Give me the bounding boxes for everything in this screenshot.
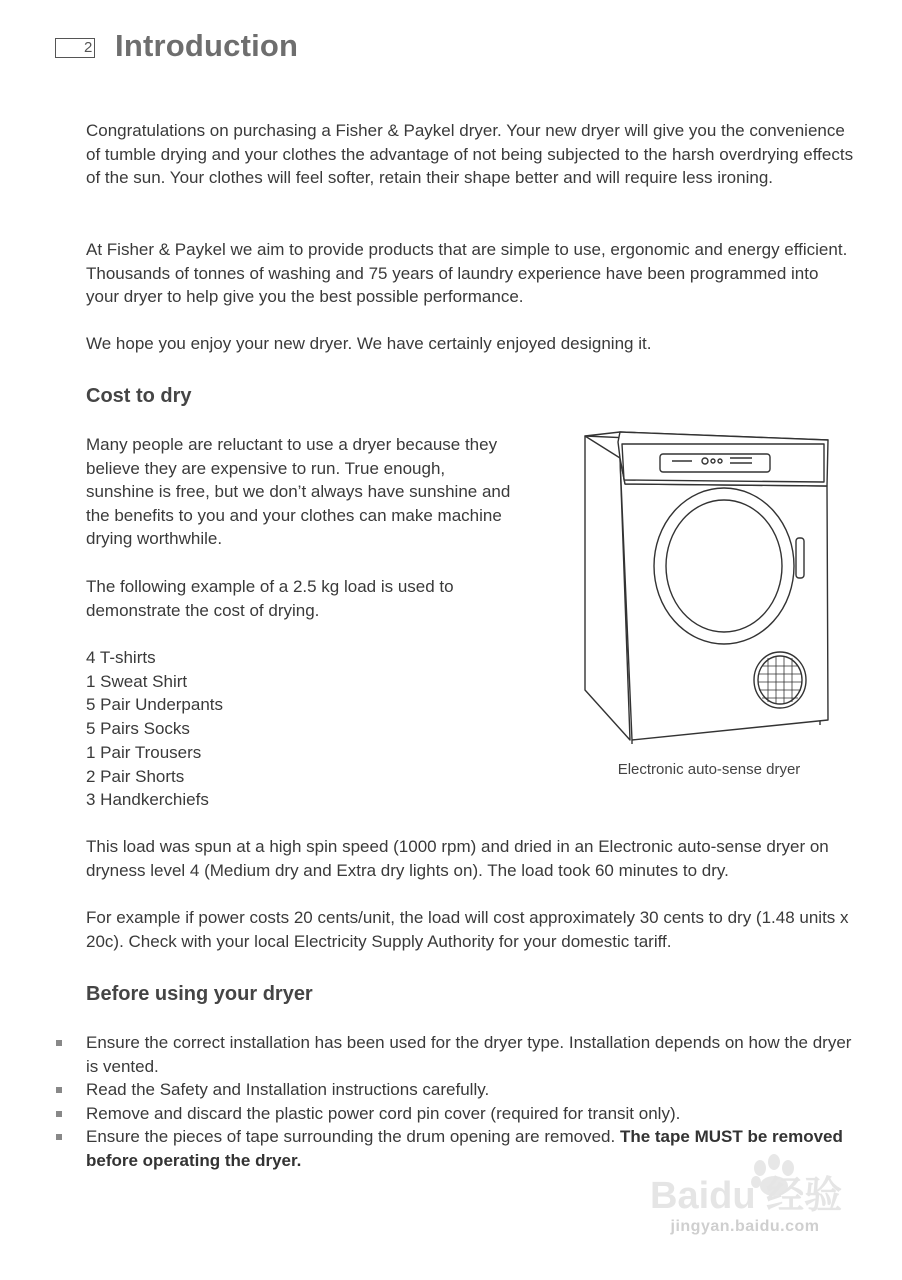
page-title: Introduction: [115, 28, 299, 63]
cost-paragraph-4: For example if power costs 20 cents/unit, the load will cost approximately 30 cents to dry (1.48 units x 20c). Check with your local Electricity Supply Authority for your domestic tariff.: [86, 908, 849, 951]
intro-paragraph-3: We hope you enjoy your new dryer. We have certainly enjoyed designing it.: [86, 334, 652, 353]
list-item: 3 Handkerchiefs: [86, 790, 209, 810]
bullet-icon: [56, 1134, 62, 1140]
before-heading: Before using your dryer: [86, 983, 313, 1005]
cost-paragraph-3: This load was spun at a high spin speed (1000 rpm) and dried in an Electronic auto-sense dryer on dryness level 4 (Medium dry and Extra dry lights on). The load took 60 minutes to dry.: [86, 837, 829, 880]
list-item: [55, 1102, 855, 1126]
cost-paragraph-1: Many people are reluctant to use a dryer because they believe they are expensive to run. True enough, sunshine is free, but we don’t always have sunshine and the benefits to you and your clothes can make machine drying worthwhile.: [86, 435, 511, 549]
image-caption: Electronic auto-sense dryer: [617, 761, 801, 778]
bullet-warning: The tape MUST be removed before operating the dryer.: [86, 1127, 843, 1170]
watermark-url: jingyan.baidu.com: [670, 1218, 820, 1235]
bullet-text: Read the Safety and Installation instructions carefully.: [86, 1080, 490, 1100]
bullet-icon: [56, 1087, 62, 1093]
list-item: 4 T-shirts: [86, 648, 156, 667]
page-number: 2: [84, 39, 93, 56]
list-item: [55, 1031, 855, 1078]
load-list: [86, 646, 223, 812]
list-item: 2 Pair Shorts: [86, 766, 185, 786]
baidu-logo-text: Baidu 经验: [650, 1175, 843, 1217]
intro-paragraph-1: Congratulations on purchasing a Fisher & Paykel dryer. Your new dryer will give you the convenience of tumble drying and your clothes the advantage of not being subjected to the harsh overdrying effects of the sun. Your clothes will feel softer, retain their shape better and will require less ironing.: [86, 121, 854, 188]
list-item: 5 Pairs Socks: [86, 719, 190, 739]
bullet-icon: [56, 1111, 62, 1117]
cost-heading: Cost to dry: [86, 385, 192, 407]
list-item: 5 Pair Underpants: [86, 695, 224, 715]
bullet-text: Remove and discard the plastic power cord pin cover (required for transit only).: [86, 1103, 681, 1123]
cost-paragraph-2: The following example of a 2.5 kg load is used to demonstrate the cost of drying.: [86, 577, 454, 620]
bullet-text: Ensure the pieces of tape surrounding the drum opening are removed.: [86, 1127, 620, 1147]
intro-paragraph-2: At Fisher & Paykel we aim to provide products that are simple to use, ergonomic and energy efficient. Thousands of tonnes of washing and 75 years of laundry experience have been programmed into your dryer to help give you the best possible performance.: [86, 240, 848, 307]
list-item: 1 Sweat Shirt: [86, 671, 188, 691]
bullet-icon: [56, 1040, 62, 1046]
bullet-text: Ensure the correct installation has been used for the dryer type. Installation depends on how the dryer is vented.: [86, 1033, 852, 1076]
dryer-illustration: [580, 428, 840, 748]
list-item: 1 Pair Trousers: [86, 742, 202, 762]
list-item: [55, 1078, 855, 1102]
